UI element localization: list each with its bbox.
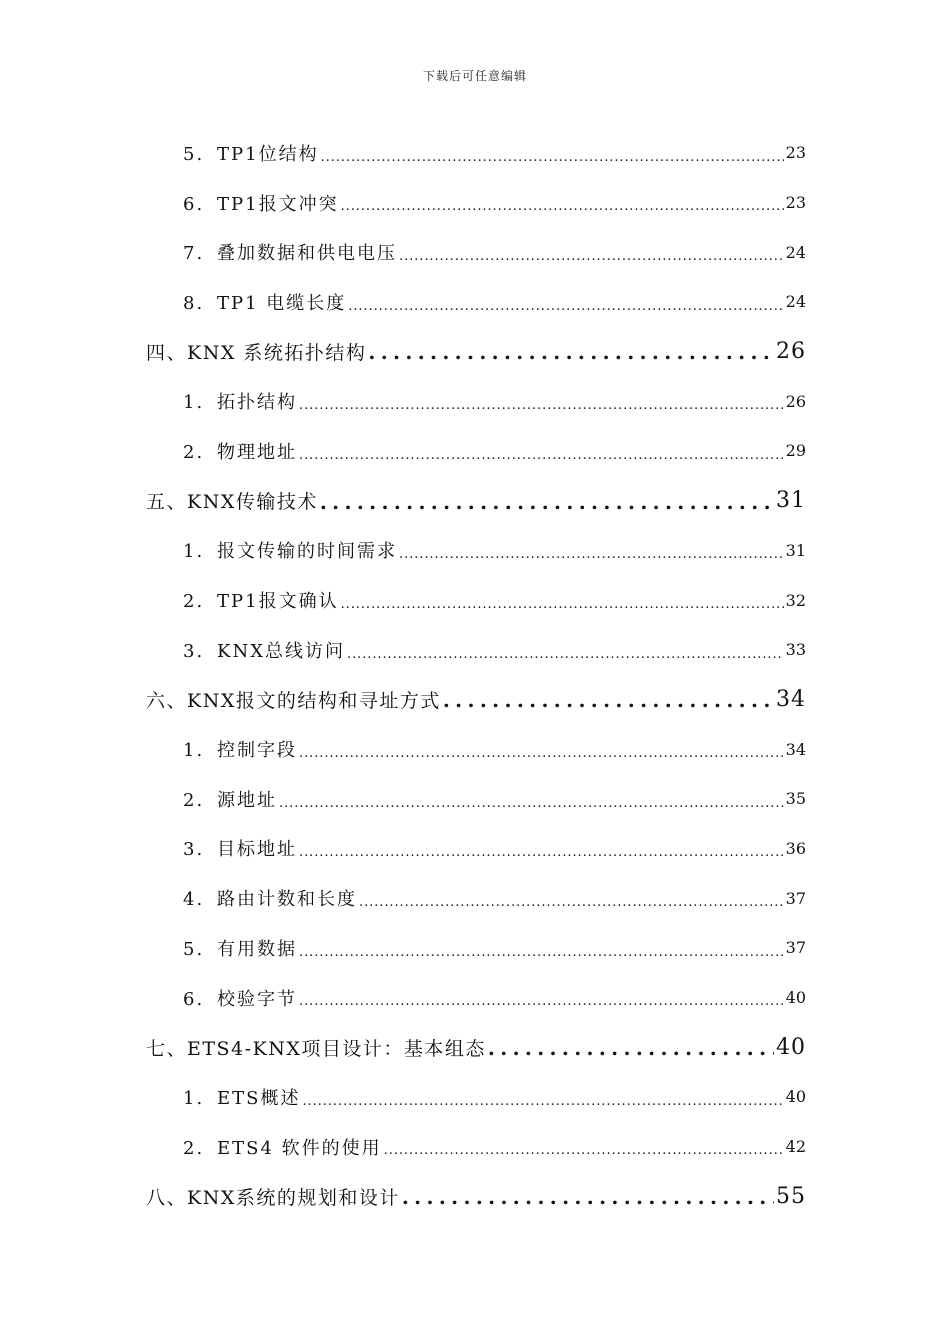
- toc-entry-page: 32: [785, 590, 806, 610]
- toc-entry-page: 42: [785, 1137, 806, 1157]
- toc-entry[interactable]: [0, 526, 950, 576]
- toc-entry[interactable]: [0, 973, 950, 1023]
- toc-entry-page: 24: [785, 242, 806, 262]
- toc-entry-number: 8.: [183, 292, 205, 314]
- toc-entry-number: 6.: [183, 193, 205, 215]
- toc-entry-page: 34: [785, 739, 806, 759]
- toc-entry-title: 控制字段: [217, 740, 297, 762]
- toc-entry-number: 3.: [183, 839, 205, 861]
- toc-entry[interactable]: [0, 426, 950, 476]
- toc-entry-title: 校验字节: [217, 988, 297, 1010]
- toc-entry[interactable]: [0, 575, 950, 625]
- toc-entry-title-wrap: [183, 438, 297, 464]
- toc-entry-number: 1.: [183, 1087, 205, 1109]
- toc-entry-title-wrap: [183, 935, 297, 961]
- toc-dot-leader: [320, 492, 774, 526]
- toc-entry-title: ETS概述: [217, 1087, 301, 1109]
- toc-entry-number: 7.: [183, 243, 205, 265]
- toc-entry[interactable]: [0, 376, 950, 426]
- toc-entry-title: 报文传输的时间需求: [217, 541, 397, 563]
- toc-dot-leader: [359, 896, 784, 923]
- toc-entry-title: ETS4 软件的使用: [217, 1137, 382, 1159]
- toc-chapter-page: 31: [776, 488, 806, 514]
- toc-entry-title: KNX总线访问: [217, 640, 346, 662]
- toc-dot-leader: [321, 151, 784, 178]
- toc-entry-title-wrap: [183, 736, 297, 762]
- toc-dot-leader: [368, 342, 774, 376]
- toc-dot-leader: [348, 300, 783, 327]
- toc-dot-leader: [341, 598, 784, 625]
- toc-entry[interactable]: [0, 1122, 950, 1172]
- toc-dot-leader: [299, 399, 784, 426]
- table-of-contents: [0, 128, 950, 1221]
- toc-chapter-title: 五、KNX传输技术: [146, 491, 318, 514]
- toc-entry[interactable]: [0, 128, 950, 178]
- toc-entry-title: TP1报文冲突: [217, 193, 339, 215]
- toc-chapter-title: 六、KNX报文的结构和寻址方式: [146, 689, 441, 712]
- toc-entry-page: 29: [785, 441, 806, 461]
- toc-entry-page: 40: [785, 988, 806, 1008]
- toc-entry-number: 1.: [183, 740, 205, 762]
- toc-entry-title-wrap: [183, 637, 345, 663]
- toc-chapter-title: 七、ETS4-KNX项目设计：基本组态: [146, 1037, 486, 1060]
- toc-entry-number: 3.: [183, 640, 205, 662]
- toc-entry-page: 24: [785, 292, 806, 312]
- toc-entry-title-wrap: [183, 985, 297, 1011]
- toc-entry-title: 物理地址: [217, 441, 297, 463]
- toc-entry-number: 6.: [183, 988, 205, 1010]
- toc-entry-title-wrap: [183, 190, 339, 216]
- toc-entry[interactable]: [0, 227, 950, 277]
- toc-entry-title: TP1 电缆长度: [217, 292, 347, 314]
- toc-entry-title-wrap: [183, 537, 397, 563]
- toc-entry-page: 23: [785, 193, 806, 213]
- toc-entry-number: 2.: [183, 591, 205, 613]
- toc-entry-title: TP1报文确认: [217, 591, 339, 613]
- toc-entry[interactable]: [0, 923, 950, 973]
- toc-chapter[interactable]: [0, 675, 950, 725]
- toc-entry-title: 叠加数据和供电电压: [217, 243, 397, 265]
- toc-entry[interactable]: [0, 178, 950, 228]
- toc-entry-page: 35: [785, 789, 806, 809]
- toc-chapter-title: 八、KNX系统的规划和设计: [146, 1186, 400, 1209]
- toc-entry-title-wrap: [183, 1134, 382, 1160]
- toc-entry-title-wrap: [183, 1084, 300, 1110]
- page-header: 下载后可任意编辑: [422, 69, 527, 83]
- toc-entry-title: 路由计数和长度: [217, 889, 357, 911]
- toc-dot-leader: [302, 1095, 783, 1122]
- toc-entry-page: 23: [785, 143, 806, 163]
- toc-entry-number: 1.: [183, 541, 205, 563]
- toc-entry-page: 33: [785, 640, 806, 660]
- toc-entry-page: 36: [785, 838, 806, 858]
- toc-entry-title-wrap: [183, 140, 319, 166]
- toc-chapter[interactable]: [0, 1171, 950, 1221]
- toc-entry-page: 37: [785, 938, 806, 958]
- toc-dot-leader: [384, 1144, 784, 1171]
- toc-entry-title: 源地址: [217, 789, 277, 811]
- toc-dot-leader: [299, 846, 784, 873]
- toc-entry[interactable]: [0, 277, 950, 327]
- toc-entry-title-wrap: [183, 587, 339, 613]
- toc-chapter[interactable]: [0, 327, 950, 377]
- toc-dot-leader: [299, 995, 784, 1022]
- toc-entry-page: 31: [785, 540, 806, 560]
- toc-dot-leader: [402, 1187, 774, 1221]
- toc-entry-number: 4.: [183, 889, 205, 911]
- toc-dot-leader: [488, 1038, 774, 1072]
- toc-entry-title-wrap: [183, 835, 297, 861]
- toc-chapter-page: 34: [776, 686, 806, 712]
- toc-dot-leader: [299, 449, 784, 476]
- toc-dot-leader: [299, 747, 784, 774]
- toc-entry-number: 2.: [183, 441, 205, 463]
- toc-chapter-page: 55: [776, 1183, 806, 1209]
- toc-entry-number: 5.: [183, 938, 205, 960]
- toc-chapter-page: 26: [776, 339, 806, 365]
- toc-entry-title-wrap: [183, 388, 297, 414]
- toc-chapter-title: 四、KNX 系统拓扑结构: [146, 342, 367, 365]
- toc-dot-leader: [299, 946, 784, 973]
- toc-entry[interactable]: [0, 625, 950, 675]
- toc-chapter[interactable]: [0, 1022, 950, 1072]
- toc-entry-title-wrap: [183, 885, 357, 911]
- toc-chapter[interactable]: [0, 476, 950, 526]
- toc-entry[interactable]: [0, 1072, 950, 1122]
- toc-dot-leader: [399, 250, 784, 277]
- toc-entry[interactable]: [0, 774, 950, 824]
- toc-entry-title-wrap: [183, 239, 397, 265]
- toc-entry[interactable]: [0, 824, 950, 874]
- toc-entry[interactable]: [0, 724, 950, 774]
- toc-dot-leader: [279, 797, 784, 824]
- toc-entry-title: TP1位结构: [217, 143, 319, 165]
- toc-entry-title-wrap: [183, 289, 346, 315]
- toc-entry-page: 26: [785, 391, 806, 411]
- toc-entry-number: 2.: [183, 1137, 205, 1159]
- toc-entry-title: 目标地址: [217, 839, 297, 861]
- toc-chapter-page: 40: [776, 1034, 806, 1060]
- toc-entry-page: 37: [785, 888, 806, 908]
- toc-entry-title: 拓扑结构: [217, 392, 297, 414]
- toc-entry-title: 有用数据: [217, 938, 297, 960]
- toc-entry-number: 1.: [183, 392, 205, 414]
- toc-dot-leader: [443, 690, 774, 724]
- toc-dot-leader: [347, 648, 784, 675]
- toc-dot-leader: [341, 200, 784, 227]
- toc-entry[interactable]: [0, 873, 950, 923]
- toc-dot-leader: [399, 548, 784, 575]
- toc-entry-page: 40: [785, 1087, 806, 1107]
- toc-entry-number: 5.: [183, 143, 205, 165]
- toc-entry-number: 2.: [183, 789, 205, 811]
- toc-entry-title-wrap: [183, 786, 277, 812]
